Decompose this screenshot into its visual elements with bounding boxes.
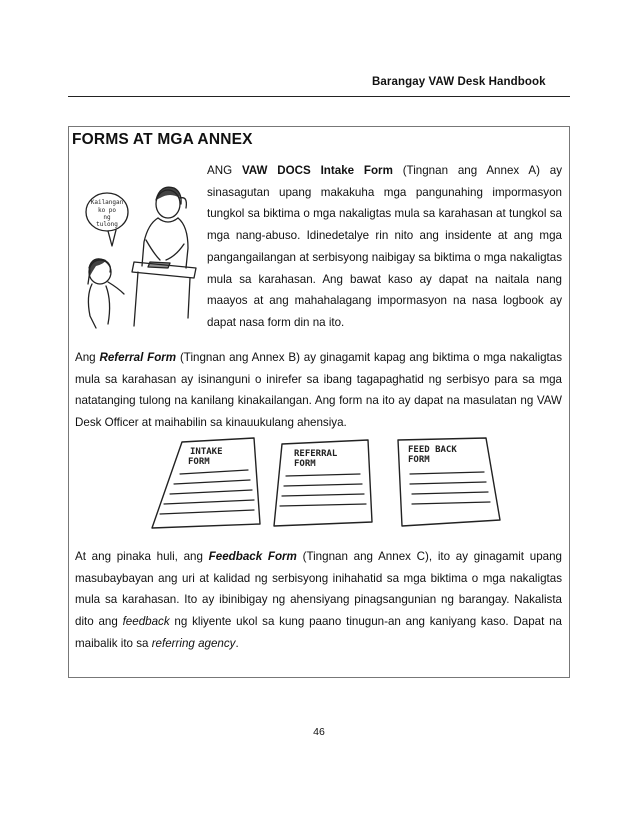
referral-form-label-1: REFERRAL <box>294 449 338 459</box>
referral-text-2: (Tingnan ang Annex B) ay ginagamit kapag ang biktima o mga nakaligtas mula sa karahasan ay isinanguni o inirefer sa ibang tagapaghatid ng serbisyo para sa mga natatanging tulong na kanilang kinakailangan. Ang form na ito ay dapat na masulatan ng VAW Desk Officer at maihabilin sa kinauukulang ahensiya. <box>75 351 562 430</box>
feedback-text-1: At ang pinaka huli, ang <box>75 550 209 563</box>
referral-form-label-2: FORM <box>294 459 316 469</box>
bubble-line-3: ng <box>103 214 111 221</box>
bubble-line-4: tulong <box>96 221 118 228</box>
feedback-emphasis: feedback <box>122 615 170 629</box>
feedback-form-name: Feedback Form <box>208 550 297 563</box>
feedback-form-label-1: FEED BACK <box>408 445 457 455</box>
page-number: 46 <box>313 726 325 738</box>
intake-text-1: ANG <box>207 164 242 177</box>
referral-form-paragraph <box>75 347 562 434</box>
feedback-text-3: ng kliyente ukol sa kung paano tinugun-an ang kaniyang kaso. Dapat na maibalik ito sa <box>75 615 563 650</box>
intake-text-2: (Tingnan ang Annex A) ay sinasagutan upang makakuha mga pangunahing impormasyon tungkol sa biktima o mga nakaligtas mula sa karahasan at tungkol sa mga nang-abuso. Idinedetalye rin nito ang insidente at ang mga pangangailangan at serbisyong naibigay sa biktima o mga nakaligtas mula sa karahasan. Ang bawat kaso ay dapat na naitala nang maayos at ang mahahalagang impormasyon na nasa logbook ay dapat nasa form din na ito. <box>207 164 562 329</box>
section-title: FORMS AT MGA ANNEX <box>72 131 253 148</box>
intake-form-label-2: FORM <box>188 457 210 467</box>
vaw-desk-illustration <box>84 168 200 330</box>
referring-agency-emphasis: referring agency <box>151 636 236 650</box>
referral-text-1: Ang <box>75 351 100 364</box>
intake-form-label-1: INTAKE <box>190 447 223 457</box>
intake-form-name: VAW DOCS Intake Form <box>241 164 393 177</box>
bubble-line-2: ko po <box>97 207 117 214</box>
referral-form-name: Referral Form <box>99 351 177 364</box>
header-divider <box>68 96 570 97</box>
intake-form-paragraph <box>207 160 562 334</box>
forms-illustration <box>150 436 505 532</box>
bubble-line-1: Kailangan <box>90 199 124 206</box>
feedback-form-label-2: FORM <box>408 455 430 465</box>
feedback-text-4: . <box>235 636 239 650</box>
feedback-form-paragraph <box>75 546 562 655</box>
feedback-text-2: (Tingnan ang Annex C), ito ay ginagamit upang masubaybayan ang uri at kalidad ng serbisyong inihahatid sa mga biktima o mga nakaligtas mula sa karahasan. Ito ay ibinibigay ng ahensiyang pinagsangunian ng barangay. Nakalista dito ang <box>75 550 562 629</box>
running-header: Barangay VAW Desk Handbook <box>372 76 546 88</box>
